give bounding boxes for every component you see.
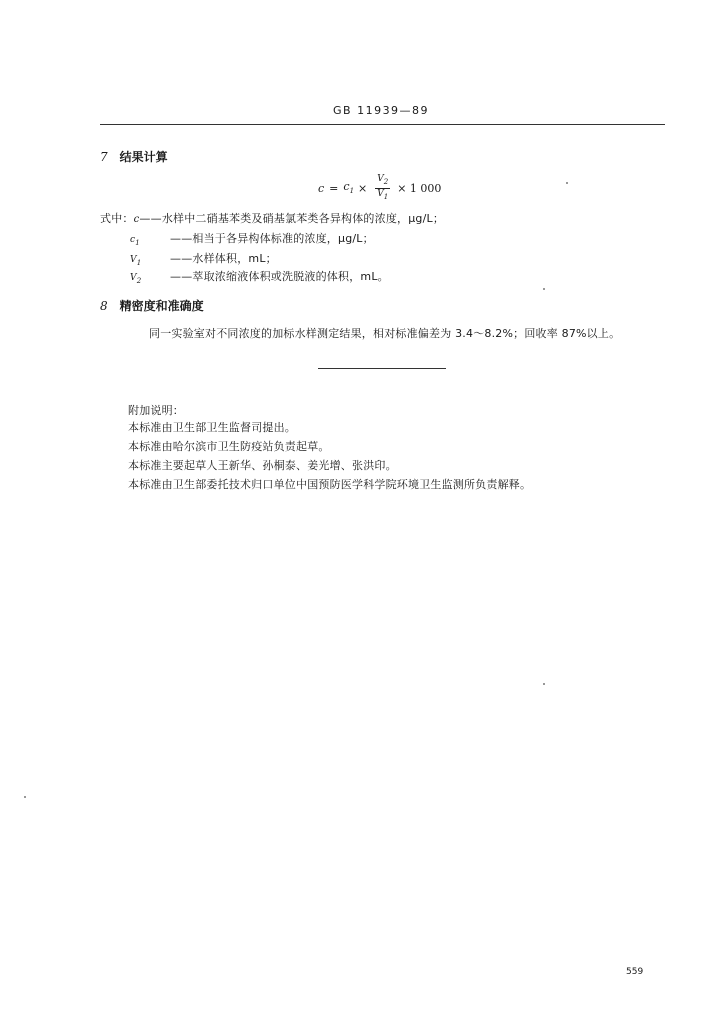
scan-speck <box>543 683 545 685</box>
definition-symbol: $c_1$ <box>130 235 140 247</box>
definition-text: ——水样体积，mL； <box>170 252 277 265</box>
appendix-line: 本标准由哈尔滨市卫生防疫站负责起草。 <box>128 440 330 453</box>
appendix-line: 本标准主要起草人王新华、孙桐泰、姜光增、张洪印。 <box>128 459 397 472</box>
appendix-title: 附加说明： <box>128 404 184 417</box>
formula-factor: × 1 000 <box>397 181 442 195</box>
scan-speck <box>543 288 545 290</box>
definition-row-c1 <box>130 230 374 247</box>
section-divider <box>318 368 446 369</box>
definition-text: ——相当于各异构体标准的浓度，μg/L； <box>170 232 374 245</box>
formula-times: × <box>358 181 368 195</box>
definition-row-v2 <box>130 268 389 285</box>
section-7-title: 结果计算 <box>119 150 168 164</box>
appendix-line: 本标准由卫生部卫生监督司提出。 <box>128 421 296 434</box>
appendix-line: 本标准由卫生部委托技术归口单位中国预防医学科学院环境卫生监测所负责解释。 <box>128 478 532 491</box>
where-prefix: 式中： <box>100 212 134 225</box>
section-8-title: 精密度和准确度 <box>119 299 204 313</box>
section-7-number: 7 <box>100 150 108 164</box>
section-8-heading <box>100 297 204 314</box>
formula-equals: = <box>329 181 339 195</box>
precision-paragraph: 同一实验室对不同浓度的加标水样测定结果，相对标准偏差为 3.4～8.2%；回收率 87%以上。 <box>149 327 621 340</box>
formula-numerator: $V_2$ <box>375 174 390 189</box>
formula-c1: $c_1$ <box>343 180 355 196</box>
formula-fraction <box>375 174 390 203</box>
formula-lhs: c <box>318 181 325 195</box>
standard-code-header: GB 11939—89 <box>333 104 430 117</box>
result-formula <box>318 173 441 203</box>
scan-speck <box>24 796 26 798</box>
section-8-number: 8 <box>100 299 108 313</box>
definition-symbol: $V_2$ <box>130 273 142 285</box>
definition-row-v1 <box>130 250 277 267</box>
header-rule <box>100 124 665 125</box>
page-number: 559 <box>626 967 644 977</box>
definition-text: ——水样中二硝基苯类及硝基氯苯类各异构体的浓度，μg/L； <box>139 212 445 225</box>
definition-symbol: $V_1$ <box>130 255 142 267</box>
definition-symbol: c <box>133 214 140 225</box>
scan-speck <box>566 182 568 184</box>
section-7-heading <box>100 148 168 165</box>
definition-row-c <box>100 210 444 227</box>
definition-text: ——萃取浓缩液体积或洗脱液的体积，mL。 <box>170 270 389 283</box>
formula-denominator: $V_1$ <box>377 188 389 201</box>
